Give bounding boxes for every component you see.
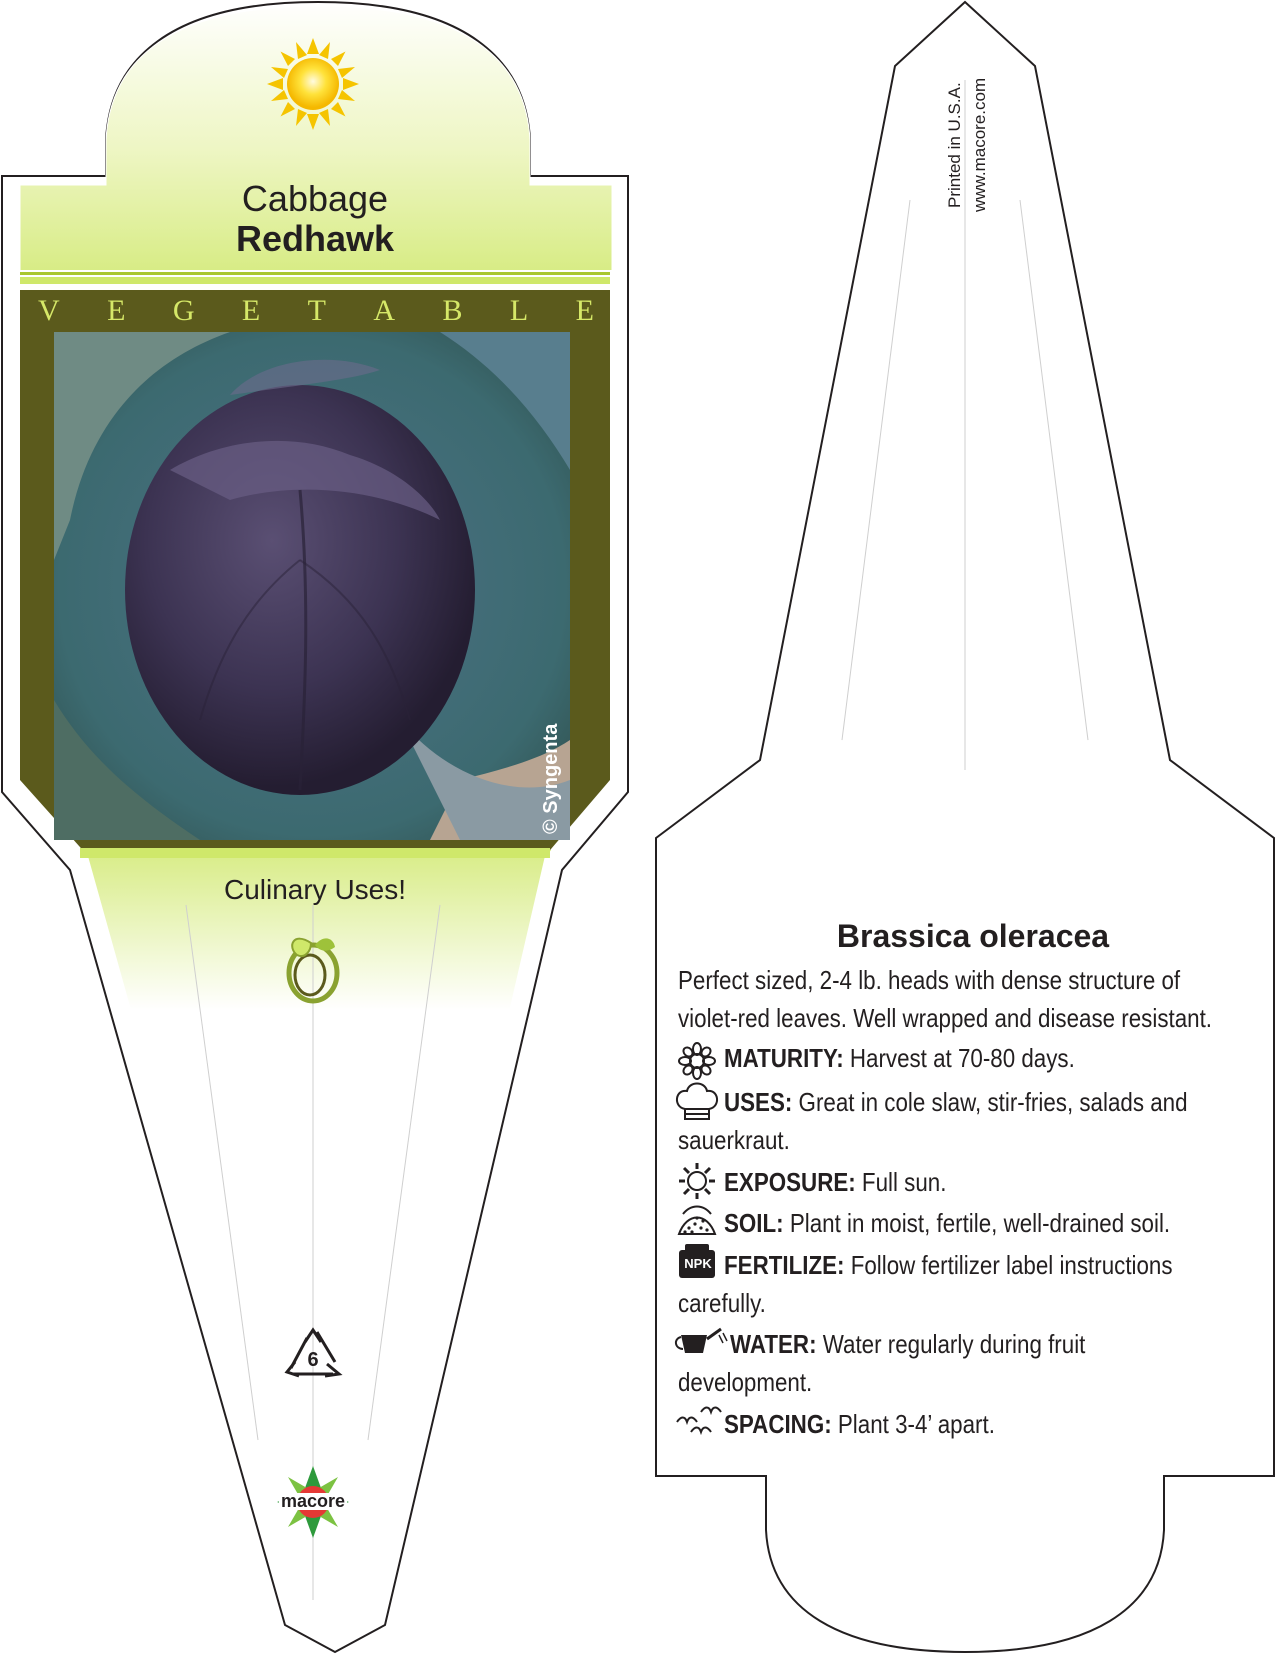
category-letter: T (307, 294, 326, 327)
category-letter: B (442, 294, 463, 327)
fertilize-row (724, 1247, 1173, 1284)
water-row (730, 1326, 1085, 1363)
culinary-uses-label: Culinary Uses! (223, 874, 407, 905)
fertilize-row-cont: carefully. (678, 1288, 766, 1318)
category-letter: E (575, 294, 594, 327)
recycle-code: 6 (307, 1349, 319, 1371)
printed-in-usa: Printed in U.S.A. (945, 82, 964, 208)
category-letter: E (107, 294, 126, 327)
plant-common-name: Cabbage (241, 178, 389, 219)
category-letter: A (373, 294, 396, 327)
fertilize-text: Follow fertilizer label instructions (844, 1250, 1173, 1280)
spacing-text: Plant 3-4’ apart. (831, 1409, 995, 1439)
npk-icon-label: NPK (684, 1256, 712, 1271)
maturity-text: Harvest at 70-80 days. (843, 1043, 1075, 1073)
back-tag (656, 2, 1274, 1652)
category-letter: L (509, 294, 529, 327)
category-letter: G (172, 294, 195, 327)
soil-row (724, 1205, 1170, 1242)
macore-website: www.macore.com (970, 77, 989, 212)
category-letter: E (241, 294, 261, 327)
title-rule-lime (20, 277, 610, 284)
category-letters (38, 292, 594, 330)
maturity-label: MATURITY: (724, 1043, 844, 1073)
sun-icon (267, 38, 359, 130)
uses-row (724, 1084, 1188, 1121)
water-row-cont: development. (678, 1367, 813, 1397)
description-line-2: violet-red leaves. Well wrapped and disease resistant. (678, 1003, 1213, 1033)
exposure-text: Full sun. (855, 1167, 947, 1197)
description-line-1: Perfect sized, 2-4 lb. heads with dense structure of (678, 965, 1181, 995)
photo-credit: © Syngenta (540, 723, 562, 834)
cabbage-photo (54, 332, 570, 840)
water-label: WATER: (730, 1329, 817, 1359)
soil-text: Plant in moist, fertile, well-drained soil. (783, 1208, 1171, 1238)
brand-name: macore (280, 1491, 346, 1511)
uses-label: USES: (724, 1087, 793, 1117)
exposure-row (724, 1164, 946, 1201)
maturity-row (724, 1040, 1075, 1077)
uses-row-cont: sauerkraut. (678, 1125, 790, 1155)
lime-strip (80, 848, 550, 858)
uses-text: Great in cole slaw, stir-fries, salads and (792, 1087, 1188, 1117)
botanical-name: Brassica oleracea (836, 918, 1110, 954)
title-rule (20, 272, 610, 275)
spacing-row (724, 1406, 995, 1443)
plant-variety-name: Redhawk (235, 218, 395, 259)
fertilize-label: FERTILIZE: (724, 1250, 845, 1280)
soil-label: SOIL: (724, 1208, 784, 1238)
exposure-label: EXPOSURE: (724, 1167, 856, 1197)
category-letter: V (38, 294, 60, 327)
water-text: Water regularly during fruit (816, 1329, 1086, 1359)
spacing-label: SPACING: (724, 1409, 832, 1439)
